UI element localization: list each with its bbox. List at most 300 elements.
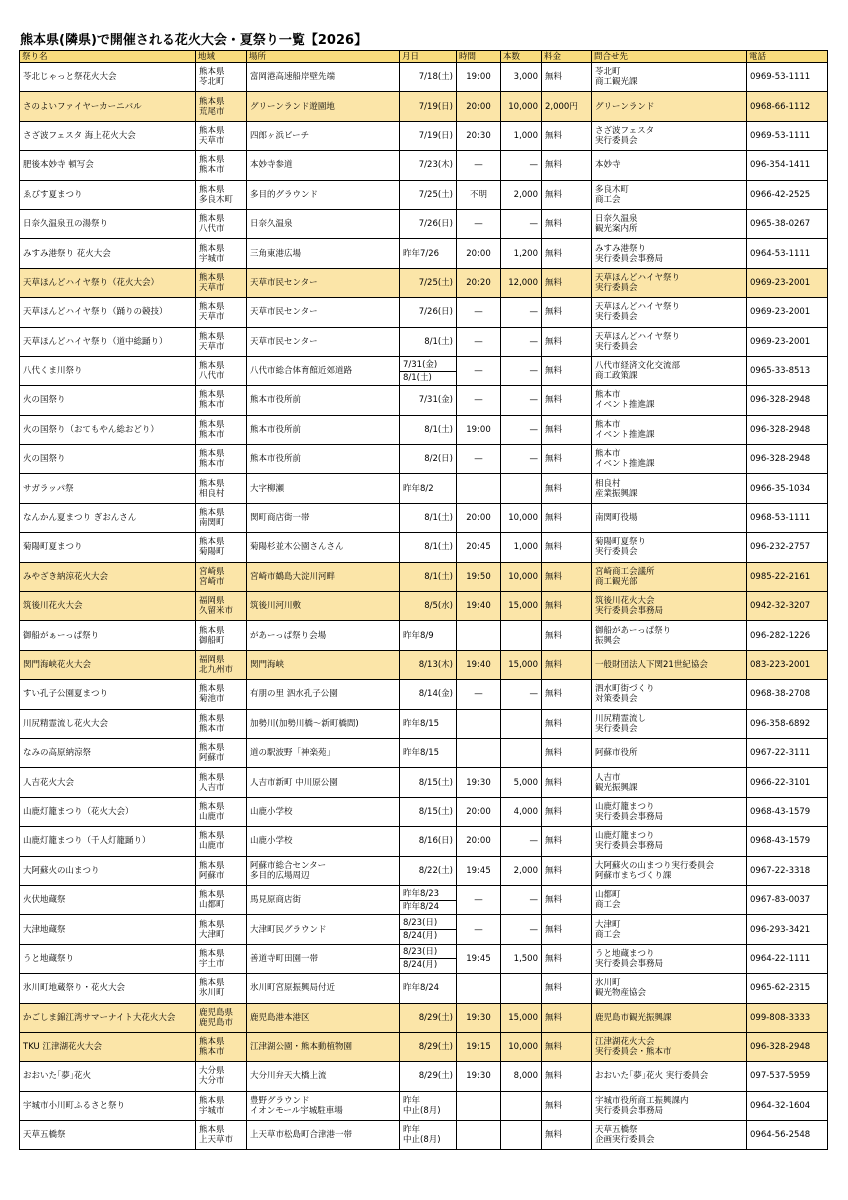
count-cell: 1,500 (501, 944, 542, 973)
region-line: 熊本県 (199, 67, 225, 78)
date-cell (400, 1091, 457, 1120)
table-row (20, 592, 828, 621)
region-line: 人吉市 (199, 782, 225, 793)
date-cell (400, 151, 457, 180)
date-line: 7/19(日) (418, 101, 453, 112)
festival-name: 火の国祭り（おてもやん総おどり） (20, 415, 196, 444)
place-cell: 有朋の里 泗水孔子公園 (247, 680, 400, 709)
contact-line: 天草ほんどハイヤ祭り (595, 331, 681, 342)
region-line: 宇土市 (199, 958, 225, 969)
place-cell: 関町商店街一帯 (247, 503, 400, 532)
time-cell: 19:45 (457, 856, 501, 885)
date-line: 8/29(土) (418, 1012, 453, 1023)
contact-cell (592, 1062, 747, 1091)
region-line: 熊本県 (199, 508, 225, 519)
region-cell (196, 63, 247, 92)
time-cell: — (457, 885, 501, 914)
contact-line: 相良村 (595, 478, 621, 489)
contact-line: 苓北町 (595, 67, 621, 78)
contact-cell (592, 327, 747, 356)
contact-line: 南関町役場 (595, 513, 638, 524)
region-cell (196, 239, 247, 268)
contact-cell (592, 768, 747, 797)
region-line: 阿蘇市 (199, 753, 225, 764)
time-cell: — (457, 209, 501, 238)
count-cell: — (501, 915, 542, 944)
fee-cell: 無料 (542, 386, 592, 415)
region-line: 御船町 (199, 635, 225, 646)
contact-line: 商工会 (595, 900, 621, 911)
region-line: 熊本県 (199, 1125, 225, 1136)
tel-cell: 0968-53-1111 (747, 503, 828, 532)
date-cell (400, 944, 457, 973)
date-cell (400, 856, 457, 885)
place-cell: 日奈久温泉 (247, 209, 400, 238)
contact-line: 大阿蘇火の山まつり実行委員会 (595, 860, 715, 871)
contact-cell (592, 356, 747, 385)
place-cell: 本妙寺参道 (247, 151, 400, 180)
region-line: 阿蘇市 (199, 870, 225, 881)
col-header-name: 祭り名 (20, 51, 196, 63)
contact-line: 振興会 (595, 635, 621, 646)
contact-cell (592, 386, 747, 415)
count-cell: 2,000 (501, 180, 542, 209)
festival-name: 肥後本妙寺 頓写会 (20, 151, 196, 180)
tel-cell: 0965-33-8513 (747, 356, 828, 385)
festival-name: サガラッパ祭 (20, 474, 196, 503)
contact-cell (592, 621, 747, 650)
fee-cell: 無料 (542, 915, 592, 944)
fee-cell: 無料 (542, 356, 592, 385)
table-row (20, 121, 828, 150)
contact-cell (592, 445, 747, 474)
festival-name: 日奈久温泉丑の湯祭り (20, 209, 196, 238)
contact-cell (592, 533, 747, 562)
date-cell (400, 1032, 457, 1061)
region-cell (196, 1062, 247, 1091)
date-cell (400, 445, 457, 474)
date-cell (400, 885, 457, 914)
festival-name: 八代くま川祭り (20, 356, 196, 385)
time-cell (457, 738, 501, 767)
tel-cell: 096-328-2948 (747, 415, 828, 444)
tel-cell: 0969-23-2001 (747, 268, 828, 297)
place-cell: グリーンランド遊園地 (247, 92, 400, 121)
date-cell (400, 209, 457, 238)
contact-line: おおいた｢夢｣花火 実行委員会 (595, 1071, 709, 1082)
date-cell (400, 797, 457, 826)
region-cell (196, 151, 247, 180)
date-line: 昨年8/15 (403, 718, 440, 729)
count-cell: — (501, 298, 542, 327)
tel-cell: 0969-23-2001 (747, 327, 828, 356)
date-line: 昨年8/23 (400, 888, 456, 901)
contact-cell (592, 856, 747, 885)
date-cell (400, 356, 457, 385)
tel-cell: 0964-22-1111 (747, 944, 828, 973)
date-line: 昨年8/24 (403, 901, 440, 912)
page-title: 熊本県(隣県)で開催される花火大会・夏祭り一覧【2026】 (20, 33, 368, 48)
contact-line: 阿蘇市役所 (595, 748, 638, 759)
date-cell (400, 827, 457, 856)
fee-cell: 無料 (542, 592, 592, 621)
festival-name: 天草ほんどハイヤ祭り（踊りの競技） (20, 298, 196, 327)
time-cell: — (457, 915, 501, 944)
time-cell: — (457, 356, 501, 385)
region-cell (196, 298, 247, 327)
tel-cell: 0968-66-1112 (747, 92, 828, 121)
region-cell (196, 121, 247, 150)
contact-line: 川尻精霊流し (595, 713, 647, 724)
count-cell: — (501, 445, 542, 474)
region-cell (196, 415, 247, 444)
festival-name: 御船がぁーっぱ祭り (20, 621, 196, 650)
place-cell: 三角東港広場 (247, 239, 400, 268)
region-line: 熊本県 (199, 860, 225, 871)
region-line: 宇城市 (199, 253, 225, 264)
contact-line: 実行委員会事務局 (595, 606, 664, 617)
region-cell (196, 768, 247, 797)
count-cell: 15,000 (501, 592, 542, 621)
date-cell (400, 63, 457, 92)
table-row (20, 239, 828, 268)
time-cell: — (457, 327, 501, 356)
festival-name: 天草五橋祭 (20, 1121, 196, 1150)
date-line: 8/15(土) (418, 777, 453, 788)
fee-cell: 無料 (542, 562, 592, 591)
region-line: 宮崎県 (199, 566, 225, 577)
col-header-region: 地域 (196, 51, 247, 63)
date-line: 7/31(金) (418, 395, 453, 406)
festival-name: 大津地蔵祭 (20, 915, 196, 944)
contact-line: うと地蔵まつり (595, 948, 655, 959)
count-cell: 10,000 (501, 92, 542, 121)
region-line: 八代市 (199, 371, 225, 382)
date-cell (400, 709, 457, 738)
count-cell: 4,000 (501, 797, 542, 826)
count-cell: — (501, 386, 542, 415)
table-row (20, 180, 828, 209)
region-line: 相良村 (199, 488, 225, 499)
region-line: 熊本県 (199, 361, 225, 372)
date-cell (400, 298, 457, 327)
fee-cell: 無料 (542, 1062, 592, 1091)
contact-line: 実行委員会 (595, 547, 638, 558)
table-row (20, 415, 828, 444)
count-cell: 1,000 (501, 121, 542, 150)
contact-cell (592, 239, 747, 268)
place-cell: 菊陽杉並木公園さんさん (247, 533, 400, 562)
festival-name: 川尻精霊流し花火大会 (20, 709, 196, 738)
region-line: 熊本県 (199, 272, 225, 283)
count-cell: — (501, 827, 542, 856)
region-cell (196, 92, 247, 121)
contact-line: 商工会 (595, 929, 621, 940)
region-cell (196, 650, 247, 679)
place-cell: 山鹿小学校 (247, 827, 400, 856)
contact-line: イベント推進課 (595, 400, 655, 411)
date-line: 8/24(月) (403, 931, 438, 942)
festival-name: 火の国祭り (20, 386, 196, 415)
region-line: 熊本市 (199, 1047, 225, 1058)
contact-cell (592, 151, 747, 180)
tel-cell: 0969-23-2001 (747, 298, 828, 327)
fee-cell: 無料 (542, 445, 592, 474)
contact-line: 多良木町 (595, 184, 630, 195)
contact-cell (592, 92, 747, 121)
region-cell (196, 738, 247, 767)
count-cell: 10,000 (501, 1032, 542, 1061)
fee-cell: 2,000円 (542, 92, 592, 121)
contact-cell (592, 797, 747, 826)
date-line: 昨年8/15 (403, 748, 440, 759)
region-line: 菊陽町 (199, 547, 225, 558)
region-line: 大分県 (199, 1066, 225, 1077)
fee-cell: 無料 (542, 650, 592, 679)
table-row (20, 797, 828, 826)
tel-cell: 0969-53-1111 (747, 63, 828, 92)
region-cell (196, 268, 247, 297)
place-cell: があーっぱ祭り会場 (247, 621, 400, 650)
fee-cell: 無料 (542, 621, 592, 650)
region-cell (196, 1032, 247, 1061)
region-cell (196, 445, 247, 474)
col-header-count: 本数 (501, 51, 542, 63)
date-line: 昨年7/26 (403, 248, 440, 259)
count-cell: 2,000 (501, 856, 542, 885)
tel-cell: 0968-38-2708 (747, 680, 828, 709)
table-row (20, 1032, 828, 1061)
tel-cell: 096-282-1226 (747, 621, 828, 650)
contact-line: 産業振興課 (595, 488, 638, 499)
date-line: 7/23(木) (418, 160, 453, 171)
date-cell (400, 327, 457, 356)
contact-line: 阿蘇市まちづくり課 (595, 870, 672, 881)
festival-name: すい孔子公園夏まつり (20, 680, 196, 709)
festival-name: 筑後川花火大会 (20, 592, 196, 621)
contact-line: 本妙寺 (595, 160, 621, 171)
region-line: 天草市 (199, 312, 225, 323)
fee-cell: 無料 (542, 1121, 592, 1150)
tel-cell: 0969-53-1111 (747, 121, 828, 150)
date-cell (400, 1003, 457, 1032)
table-row (20, 209, 828, 238)
time-cell: 19:50 (457, 562, 501, 591)
contact-cell (592, 1091, 747, 1120)
date-cell (400, 738, 457, 767)
region-line: 熊本県 (199, 478, 225, 489)
date-line: 8/1(土) (424, 424, 453, 435)
place-cell: 八代市総合体育館近郊道路 (247, 356, 400, 385)
date-line: 8/24(月) (403, 960, 438, 971)
table-row (20, 856, 828, 885)
contact-line: 商工観光課 (595, 77, 638, 88)
fee-cell: 無料 (542, 797, 592, 826)
contact-line: 天草五橋祭 (595, 1125, 638, 1136)
region-line: 熊本県 (199, 184, 225, 195)
place-cell: 加勢川(加勢川橋～新町橋間) (247, 709, 400, 738)
place-cell: 多目的グラウンド (247, 180, 400, 209)
time-cell: 19:00 (457, 415, 501, 444)
region-cell (196, 915, 247, 944)
place-cell: 江津湖公園・熊本動植物園 (247, 1032, 400, 1061)
region-line: 熊本県 (199, 449, 225, 460)
count-cell (501, 974, 542, 1003)
region-line: 熊本県 (199, 331, 225, 342)
contact-line: 宮崎商工会議所 (595, 566, 655, 577)
contact-cell (592, 827, 747, 856)
fee-cell: 無料 (542, 209, 592, 238)
region-line: 福岡県 (199, 655, 225, 665)
date-line: 昨年8/9 (403, 630, 434, 641)
contact-cell (592, 592, 747, 621)
contact-cell (592, 562, 747, 591)
col-header-contact: 問合せ先 (592, 51, 747, 63)
date-line: 7/25(土) (418, 189, 453, 200)
table-row (20, 63, 828, 92)
region-cell (196, 474, 247, 503)
region-line: 氷川町 (199, 988, 225, 999)
table-row (20, 827, 828, 856)
tel-cell: 0968-43-1579 (747, 797, 828, 826)
date-cell (400, 915, 457, 944)
contact-cell (592, 1003, 747, 1032)
time-cell: 20:20 (457, 268, 501, 297)
date-line: 8/1(土) (424, 513, 453, 524)
tel-cell: 0966-22-3101 (747, 768, 828, 797)
tel-cell: 096-328-2948 (747, 445, 828, 474)
festival-name: なみの高原納涼祭 (20, 738, 196, 767)
table-row (20, 533, 828, 562)
date-line: 中止(8月) (403, 1105, 441, 1116)
contact-line: 実行委員会 (595, 341, 638, 352)
fee-cell: 無料 (542, 856, 592, 885)
contact-line: さざ波フェスタ (595, 125, 655, 136)
region-cell (196, 827, 247, 856)
contact-cell (592, 474, 747, 503)
region-line: 熊本県 (199, 96, 225, 107)
region-line: 熊本県 (199, 801, 225, 812)
date-line: 昨年 (403, 1095, 421, 1106)
region-line: 宮崎市 (199, 576, 225, 587)
contact-cell (592, 209, 747, 238)
table-row (20, 768, 828, 797)
date-cell (400, 121, 457, 150)
fee-cell: 無料 (542, 298, 592, 327)
count-cell: 15,000 (501, 650, 542, 679)
contact-line: 菊陽町夏祭り (595, 537, 647, 548)
region-line: 熊本県 (199, 243, 225, 254)
time-cell: 19:30 (457, 768, 501, 797)
tel-cell: 0967-22-3111 (747, 738, 828, 767)
table-row (20, 298, 828, 327)
date-line: 8/1(土) (424, 336, 453, 347)
time-cell: 不明 (457, 180, 501, 209)
tel-cell: 0964-53-1111 (747, 239, 828, 268)
region-line: 山都町 (199, 900, 225, 911)
festival-name: なんかん夏まつり ぎおんさん (20, 503, 196, 532)
date-cell (400, 474, 457, 503)
count-cell: — (501, 209, 542, 238)
date-cell (400, 386, 457, 415)
tel-cell: 0967-22-3318 (747, 856, 828, 885)
fee-cell: 無料 (542, 415, 592, 444)
tel-cell: 0965-38-0267 (747, 209, 828, 238)
date-cell (400, 650, 457, 679)
date-cell (400, 1121, 457, 1150)
fee-cell: 無料 (542, 503, 592, 532)
contact-line: 実行委員会事務局 (595, 811, 664, 822)
region-cell (196, 209, 247, 238)
contact-line: 人吉市 (595, 772, 621, 783)
count-cell: — (501, 151, 542, 180)
region-line: 上天草市 (199, 1135, 234, 1146)
contact-line: 江津湖花火大会 (595, 1037, 655, 1048)
time-cell: 19:00 (457, 63, 501, 92)
region-line: 北九州市 (199, 665, 234, 675)
festival-name: うと地蔵祭り (20, 944, 196, 973)
table-row (20, 474, 828, 503)
contact-line: 宇城市役所商工振興課内 (595, 1095, 689, 1106)
place-cell: 大分川弁天大橋上流 (247, 1062, 400, 1091)
region-line: 熊本県 (199, 1095, 225, 1106)
table-body (20, 63, 828, 1150)
contact-line: イベント推進課 (595, 459, 655, 470)
contact-line: 対策委員会 (595, 694, 638, 705)
region-cell (196, 327, 247, 356)
contact-cell (592, 121, 747, 150)
contact-cell (592, 63, 747, 92)
date-line: 中止(8月) (403, 1135, 441, 1146)
date-line: 7/26(日) (418, 219, 453, 230)
place-cell: 富岡港高速船岸壁先端 (247, 63, 400, 92)
region-line: 熊本県 (199, 625, 225, 636)
festival-name: さのよいファイヤーカーニバル (20, 92, 196, 121)
contact-line: 実行委員会 (595, 282, 638, 293)
col-header-time: 時間 (457, 51, 501, 63)
region-line: 熊本県 (199, 302, 225, 313)
contact-cell (592, 1121, 747, 1150)
count-cell (501, 738, 542, 767)
tel-cell: 0968-43-1579 (747, 827, 828, 856)
region-cell (196, 944, 247, 973)
festival-name: 山鹿灯籠まつり（花火大会） (20, 797, 196, 826)
tel-cell: 096-328-2948 (747, 1032, 828, 1061)
region-line: 南関町 (199, 518, 225, 529)
contact-cell (592, 650, 747, 679)
date-line: 8/16(日) (418, 836, 453, 847)
festival-name: 氷川町地蔵祭り・花火大会 (20, 974, 196, 1003)
region-cell (196, 386, 247, 415)
count-cell (501, 621, 542, 650)
time-cell: 19:40 (457, 650, 501, 679)
place-cell: 大津町民グラウンド (247, 915, 400, 944)
tel-cell: 0942-32-3207 (747, 592, 828, 621)
festival-name: 火の国祭り (20, 445, 196, 474)
place-cell: 関門海峡 (247, 650, 400, 679)
time-cell: 20:00 (457, 239, 501, 268)
region-cell (196, 592, 247, 621)
region-line: 多良木町 (199, 194, 234, 205)
contact-line: 実行委員会事務局 (595, 841, 664, 852)
contact-cell (592, 298, 747, 327)
date-line: 昨年8/2 (403, 483, 434, 494)
place-cell: 天草市民センター (247, 268, 400, 297)
place-cell: 筑後川河川敷 (247, 592, 400, 621)
place-line: 豊野グラウンド (250, 1095, 310, 1106)
region-cell (196, 503, 247, 532)
region-line: 熊本県 (199, 713, 225, 724)
